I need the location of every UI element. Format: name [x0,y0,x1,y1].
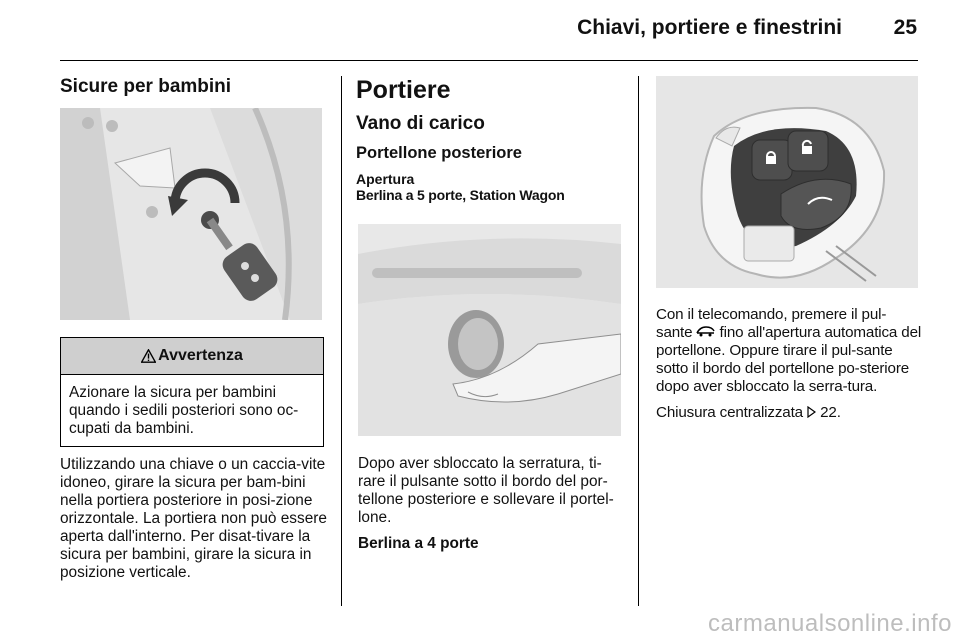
warning-text: Azionare la sicura per bambini quando i sedili posteriori sono oc-cupati da bambini. [69,384,299,437]
child-lock-paragraph: Utilizzando una chiave o un caccia-vite idoneo, girare la sicura per bam-bini nella portiera posteriore in posi-zione orizzontale. La portiera non può essere aperta dall'interno. Per disat-tivare la sicura per bambini, girare la sicura in posizione verticale. [60,456,327,581]
tailgate-handle-illustration [358,224,621,436]
page-header-title: Chiavi, portiere e finestrini [577,16,842,39]
remote-key-illustration [656,76,918,288]
middle-column-body [358,455,626,561]
heading-models: Berlina a 5 porte, Station Wagon [356,187,565,203]
watermark: carmanualsonline.info [708,610,952,637]
section-title-child-locks: Sicure per bambini [60,76,232,97]
page-reference-arrow-icon [807,406,816,418]
tailgate-button-icon [696,325,715,338]
heading-apertura: Apertura [356,171,415,187]
warning-box [60,337,324,447]
middle-column-headings [356,76,626,203]
remote-open-paragraph-end: fino all'apertura automatica del portellone. Oppure tirare il pul-sante sotto il bordo del portellone po-steriore dopo aver sbloccato la serra-tura. [656,324,922,395]
remote-open-paragraph-start: Con il telecomando, premere il pul-sante [656,306,887,341]
column-divider-right [638,76,639,606]
warning-title: Avvertenza [158,347,243,364]
reference-page-number: 22. [816,404,841,421]
tailgate-paragraph: Dopo aver sbloccato la serratura, ti-rare il pulsante sotto il bordo del por-tellone posteriore e sollevare il portel-lone. [358,455,614,526]
child-lock-illustration [60,108,322,320]
page-number: 25 [893,16,917,39]
remote-open-paragraph [656,306,922,396]
subsubsection-title-tailgate: Portellone posteriore [356,144,522,162]
central-locking-reference [656,404,922,422]
header-rule [60,60,918,61]
central-locking-text: Chiusura centralizzata [656,404,808,421]
warning-header [61,338,323,375]
heading-sedan-4-door: Berlina a 4 porte [358,535,479,552]
warning-triangle-glyph [141,349,156,363]
column-divider-left [341,76,342,606]
left-column-body [60,456,328,590]
right-column-body [656,306,922,430]
section-title-doors: Portiere [356,76,451,104]
subsection-title-cargo: Vano di carico [356,113,485,134]
